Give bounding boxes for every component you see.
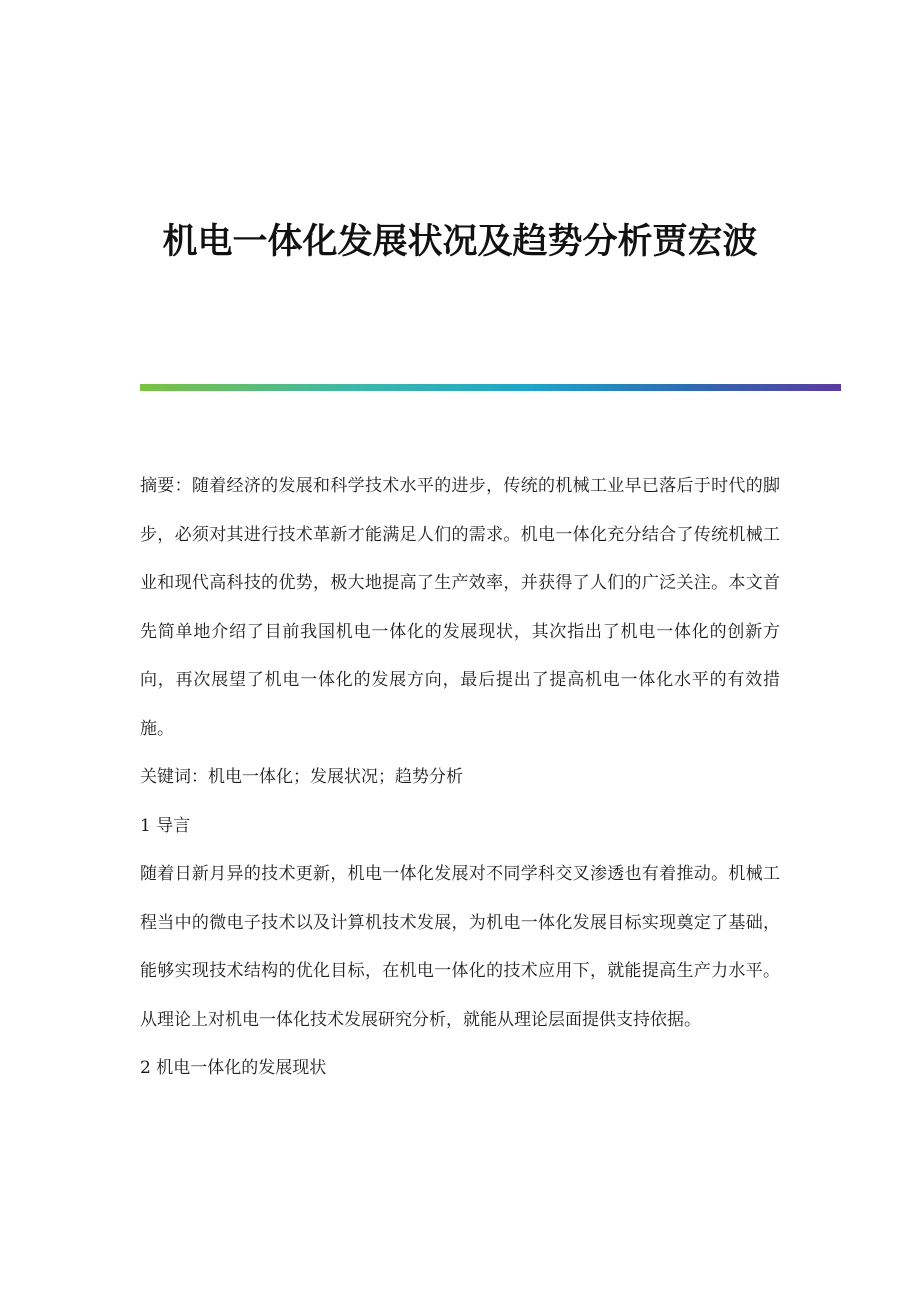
section-heading-development-status: 2 机电一体化的发展现状 [140,1058,327,1078]
section-heading-introduction: 1 导言 [140,815,191,836]
title-divider [140,384,841,391]
keywords-line: 关键词：机电一体化；发展状况；趋势分析 [140,767,463,787]
abstract-paragraph: 摘要：随着经济的发展和科学技术水平的进步，传统的机械工业早已落后于时代的脚步，必须对其进行技术革新才能满足人们的需求。机电一体化充分结合了传统机械工业和现代高科技的优势，极大地提高了生产效率，并获得了人们的广泛关注。本文首先简单地介绍了目前我国机电一体化的发展现状，其次指出了机电一体化的创新方向，再次展望了机电一体化的发展方向，最后提出了提高机电一体化水平的有效措施。 [140,476,780,739]
introduction-paragraph: 随着日新月异的技术更新，机电一体化发展对不同学科交叉渗透也有着推动。机械工程当中的微电子技术以及计算机技术发展，为机电一体化发展目标实现奠定了基础，能够实现技术结构的优化目标，在机电一体化的技术应用下，就能提高生产力水平。从理论上对机电一体化技术发展研究分析，就能从理论层面提供支持依据。 [140,864,780,1030]
document-title: 机电一体化发展状况及趋势分析贾宏波 [162,221,758,262]
document-body [140,462,780,1093]
